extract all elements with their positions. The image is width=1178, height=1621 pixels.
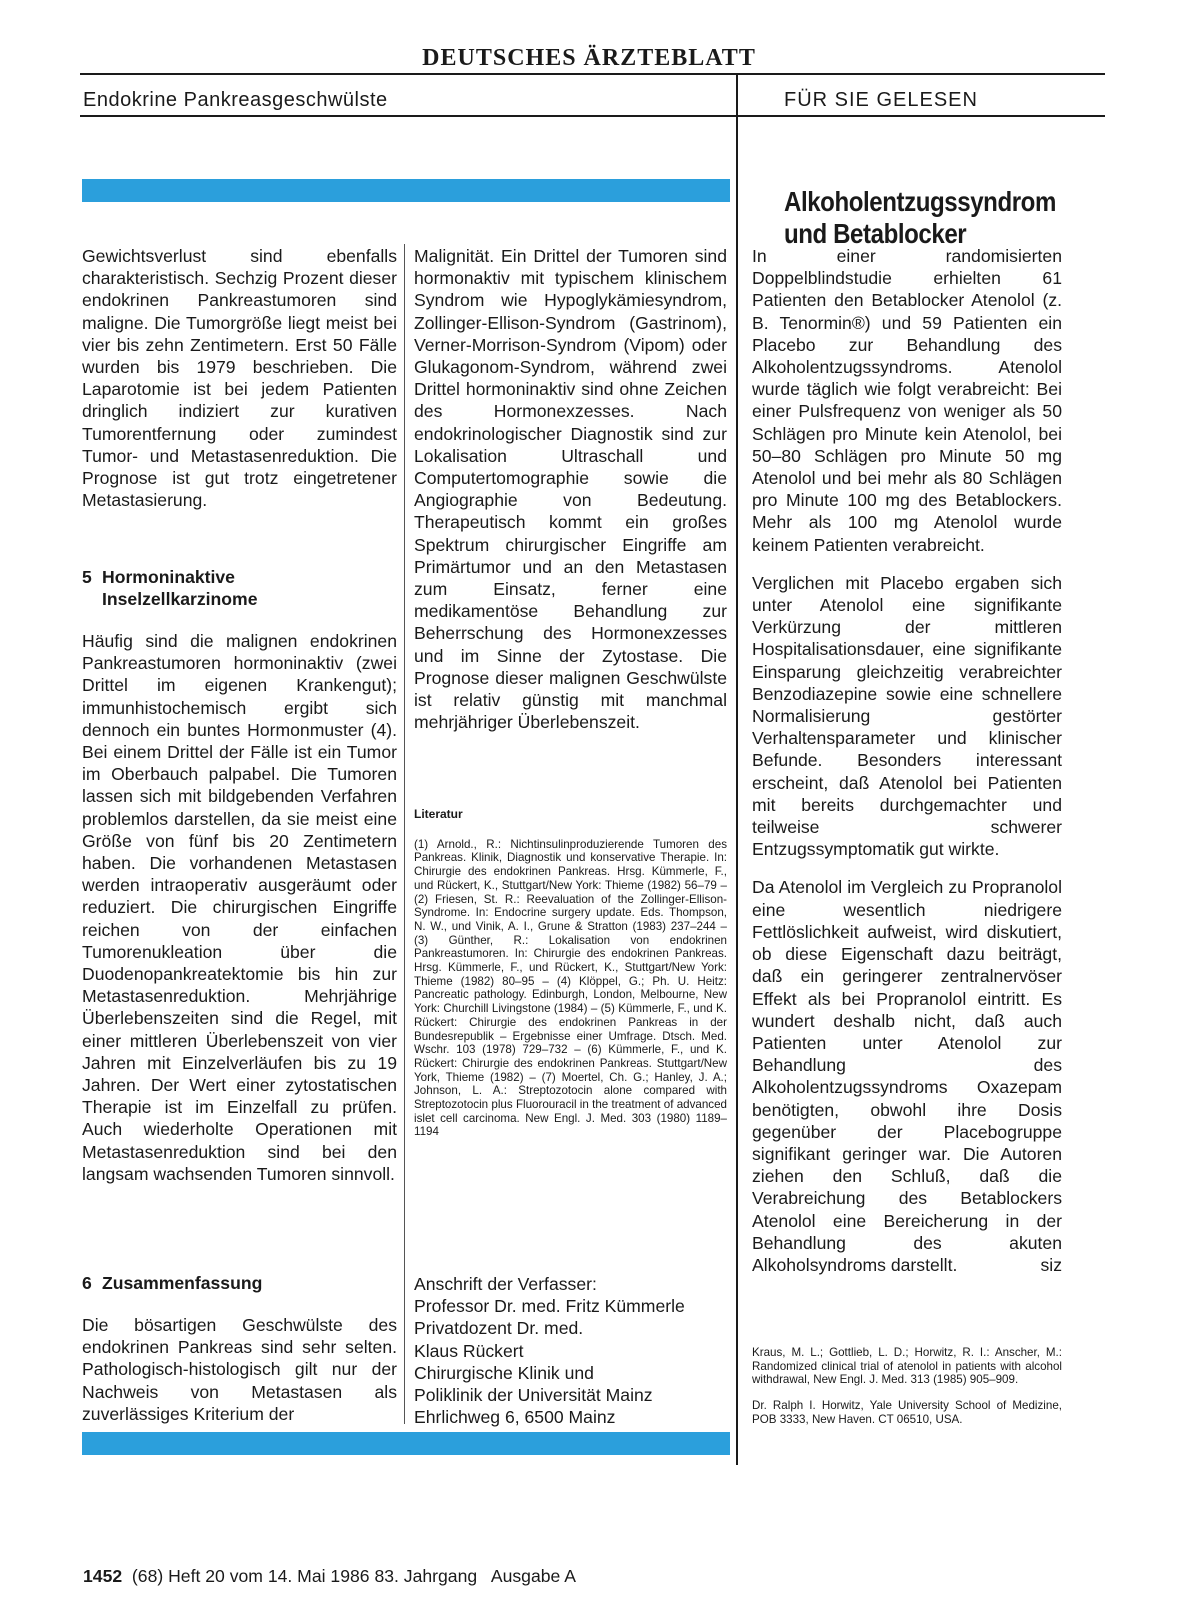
section-number: 6 <box>82 1273 92 1293</box>
literature-heading: Literatur <box>414 807 463 821</box>
section-title: Zusammenfassung <box>102 1273 263 1293</box>
section-5-heading <box>82 566 397 610</box>
body-text: Da Atenolol im Vergleich zu Propranolol eine wesentlich niedrigere Fettlöslichkeit aufweist, wird diskutiert, ob diese Eigenschaft dazu beiträgt, daß ein geringerer zentralnervöser Effekt als bei Propranolol eintritt. Es wundert deshalb nicht, daß auch Patienten unter Atenolol zur Behandlung des Alkoholentzugssyndroms Oxazepam benötigten, obwohl ihre Dosis gegenüber der Placebogruppe signifikant geringer war. Die Autoren ziehen den Schluß, daß die Verabreichung des Betablockers Atenolol eine Bereicherung in der Behandlung des akuten Alkoholsyndroms darstellt. <box>752 877 1062 1275</box>
author-signature: siz <box>1040 1254 1062 1275</box>
middle-column-text <box>414 245 727 733</box>
accent-bar-top <box>82 179 730 202</box>
right-column-body <box>752 245 1062 1276</box>
address-line: Chirurgische Klinik und <box>414 1362 594 1383</box>
body-text: Gewichtsverlust sind ebenfalls charakteristisch. Sechzig Prozent dieser endokrinen Pankreastumoren sind maligne. Die Tumorgröße liegt meist bei vier bis zehn Zentimetern. Erst 50 Fälle wurden bis 1979 beschrieben. Die Laparotomie ist bei jedem Patienten dringlich indiziert zur kurativen Tumorentfernung oder zumindest Tumor- und Metastasenreduktion. Die Prognose ist gut trotz eingetretener Metastasierung. <box>82 246 397 511</box>
address-line: Klaus Rückert <box>414 1340 524 1361</box>
address-line: Ehrlichweg 6, 6500 Mainz <box>414 1407 616 1428</box>
body-text: Die bösartigen Geschwülste des endokrinen Pankreas sind sehr selten. Pathologisch-histologisch gilt nur der Nachweis von Metastasen als zuverlässiges Kriterium der <box>82 1315 397 1424</box>
address-line: Privatdozent Dr. med. <box>414 1318 584 1339</box>
page-footer <box>83 1565 576 1587</box>
body-text: Malignität. Ein Drittel der Tumoren sind hormonaktiv mit typischem klinischem Syndrom wie Hypoglykämiesyndrom, Zollinger-Ellison-Syndrom (Gastrinom), Verner-Morrison-Syndrom (Vipom) oder Glukagonom-Syndrom, während zwei Drittel hormoninaktiv sind ohne Zeichen des Hormonexzesses. Nach endokrinologischer Diagnostik sind zur Lokalisation Ultraschall und Computertomographie sowie die Angiographie von Bedeutung. Therapeutisch kommt ein großes Spektrum chirurgischer Eingriffe am Primärtumor und an den Metastasen zum Einsatz, ferner eine medikamentöse Behandlung zur Beherrschung des Hormonexzesses und im Sinne der Zytostase. Die Prognose dieser malignen Geschwülste ist relativ günstig mit manchmal mehrjähriger Überlebenszeit. <box>414 246 727 733</box>
section-number: 5 <box>82 567 92 587</box>
address-line: Professor Dr. med. Fritz Kümmerle <box>414 1296 685 1317</box>
accent-bar-bottom <box>82 1432 730 1455</box>
article-title-line: Alkoholentzugssyndrom <box>784 186 1056 217</box>
address-line: Anschrift der Verfasser: <box>414 1274 597 1294</box>
article-title <box>784 186 1059 250</box>
middle-column-divider <box>404 244 405 1424</box>
section-6-heading <box>82 1272 397 1294</box>
section-title-continued: Inselzellkarzinome <box>102 589 258 609</box>
literature-text: (1) Arnold., R.: Nichtinsulinproduzierende Tumoren des Pankreas. Klinik, Diagnostik und konservative Therapie. In: Chirurgie des endokrinen Pankreas. Hrsg. Kümmerle, F., und Rückert, K., Stuttgart/New York: Thieme (1982) 56–79 – (2) Friesen, St. R.: Reevaluation of the Zollinger-Ellison-Syndrome. In: Endocrine surgery update. Eds. Thompson, N. W., und Vinik, A. I., Grune & Stratton (1983) 237–244 – (3) Günther, R.: Lokalisation von endokrinen Pankreastumoren. In: Chirurgie des endokrinen Pankreas. Hrsg. Kümmerle, F., und Rückert, K., Stuttgart/New York: Thieme (1982) 80–95 – (4) Klöppel, G.; Ph. U. Heitz: Pancreatic pathology. Edinburgh, London, Melbourne, New York: Churchill Livingstone (1984) – (5) Kümmerle, F., und K. Rückert: Chirurgie des endokrinen Pankreas in der Bundesrepublik – Ergebnisse einer Umfrage. Dtsch. Med. Wschr. 103 (1978) 729–732 – (6) Kümmerle, F., und K. Rückert: Chirurgie des endokrinen Pankreas. Stuttgart/New York, Thieme (1982) – (7) Moertel, Ch. G.; Hanley, J. A.; Johnson, L. A.: Streptozotocin alone compared with Streptozotocin plus Fluorouracil in the treatment of advanced islet cell carcinoma. New Engl. J. Med. 303 (1980) 1189–1194 <box>414 837 727 1139</box>
page-number: 1452 <box>83 1566 123 1586</box>
left-column-intro <box>82 245 397 511</box>
article-title-line: und Betablocker <box>784 218 967 249</box>
section-title-right: FÜR SIE GELESEN <box>784 89 978 111</box>
issue-info: (68) Heft 20 vom 14. Mai 1986 83. Jahrgang Ausgabe A <box>131 1566 576 1586</box>
reference-text: Kraus, M. L.; Gottlieb, L. D.; Horwitz, R. I.: Anscher, M.: Randomized clinical trial of atenolol in patients with alcohol withdrawal, New Engl. J. Med. 313 (1985) 905–909. <box>752 1346 1062 1387</box>
author-address-text: Dr. Ralph I. Horwitz, Yale University School of Medizine, POB 3333, New Haven. CT 06510, USA. <box>752 1399 1062 1426</box>
masthead-rule <box>80 73 1105 75</box>
section-rule <box>80 115 1105 117</box>
body-paragraph: Verglichen mit Placebo ergaben sich unter Atenolol eine signifikante Verkürzung der mittleren Hospitalisationsdauer, eine signifikante Einsparung gleichzeitig verabreichter Benzodiazepine sowie eine schnellere Normalisierung gestörter Verhaltensparameter und klinischer Befunde. Besonders interessant erscheint, daß Atenolol bei Patienten mit bereits durchgemachter und teilweise schwerer Entzugssymptomatik gut wirkte. <box>752 572 1062 860</box>
body-paragraph <box>752 876 1062 1276</box>
masthead: DEUTSCHES ÄRZTEBLATT <box>422 45 756 71</box>
section-title: Hormoninaktive <box>102 567 235 587</box>
right-references <box>752 1346 1062 1427</box>
body-paragraph: In einer randomisierten Doppelblindstudie erhielten 61 Patienten den Betablocker Atenolol (z. B. Tenormin®) und 59 Patienten ein Placebo zur Behandlung des Alkoholentzugssyndroms. Atenolol wurde täglich wie folgt verabreicht: Bei einer Pulsfrequenz von weniger als 50 Schlägen pro Minute kein Atenolol, bei 50–80 Schlägen pro Minute 50 mg Atenolol und bei mehr als 80 Schlägen pro Minute 100 mg des Betablockers. Mehr als 100 mg Atenolol wurde keinem Patienten verabreicht. <box>752 246 1062 555</box>
column-divider <box>736 73 738 1465</box>
literature-block <box>414 808 727 1139</box>
author-address <box>414 1273 727 1428</box>
section-title: Endokrine Pankreasgeschwülste <box>83 89 388 111</box>
body-text: Häufig sind die malignen endokrinen Pankreastumoren hormoninaktiv (zwei Drittel im eigenen Krankengut); immunhistochemisch ergibt sich dennoch ein buntes Hormonmuster (4). Bei einem Drittel der Fälle ist ein Tumor im Oberbauch palpabel. Die Tumoren lassen sich mit bildgebenden Verfahren problemlos darstellen, da sie meist eine Größe von fünf bis 20 Zentimetern haben. Die vorhandenen Metastasen werden intraoperativ ausgeräumt oder reduziert. Die chirurgischen Eingriffe reichen von der einfachen Tumorenukleation über die Duodenopankreatektomie bis hin zur Metastasenreduktion. Mehrjährige Überlebenszeiten sind die Regel, mit einer mittleren Überlebenszeit von vier Jahren mit Einzelverläufen bis zu 19 Jahren. Der Wert einer zytostatischen Therapie ist im Einzelfall zu prüfen. Auch wiederholte Operationen mit Metastasenreduktion sind bei den langsam wachsenden Tumoren sinnvoll. <box>82 631 397 1184</box>
address-line: Poliklinik der Universität Mainz <box>414 1385 653 1406</box>
section-6-body <box>82 1314 397 1425</box>
section-5-body <box>82 630 397 1185</box>
